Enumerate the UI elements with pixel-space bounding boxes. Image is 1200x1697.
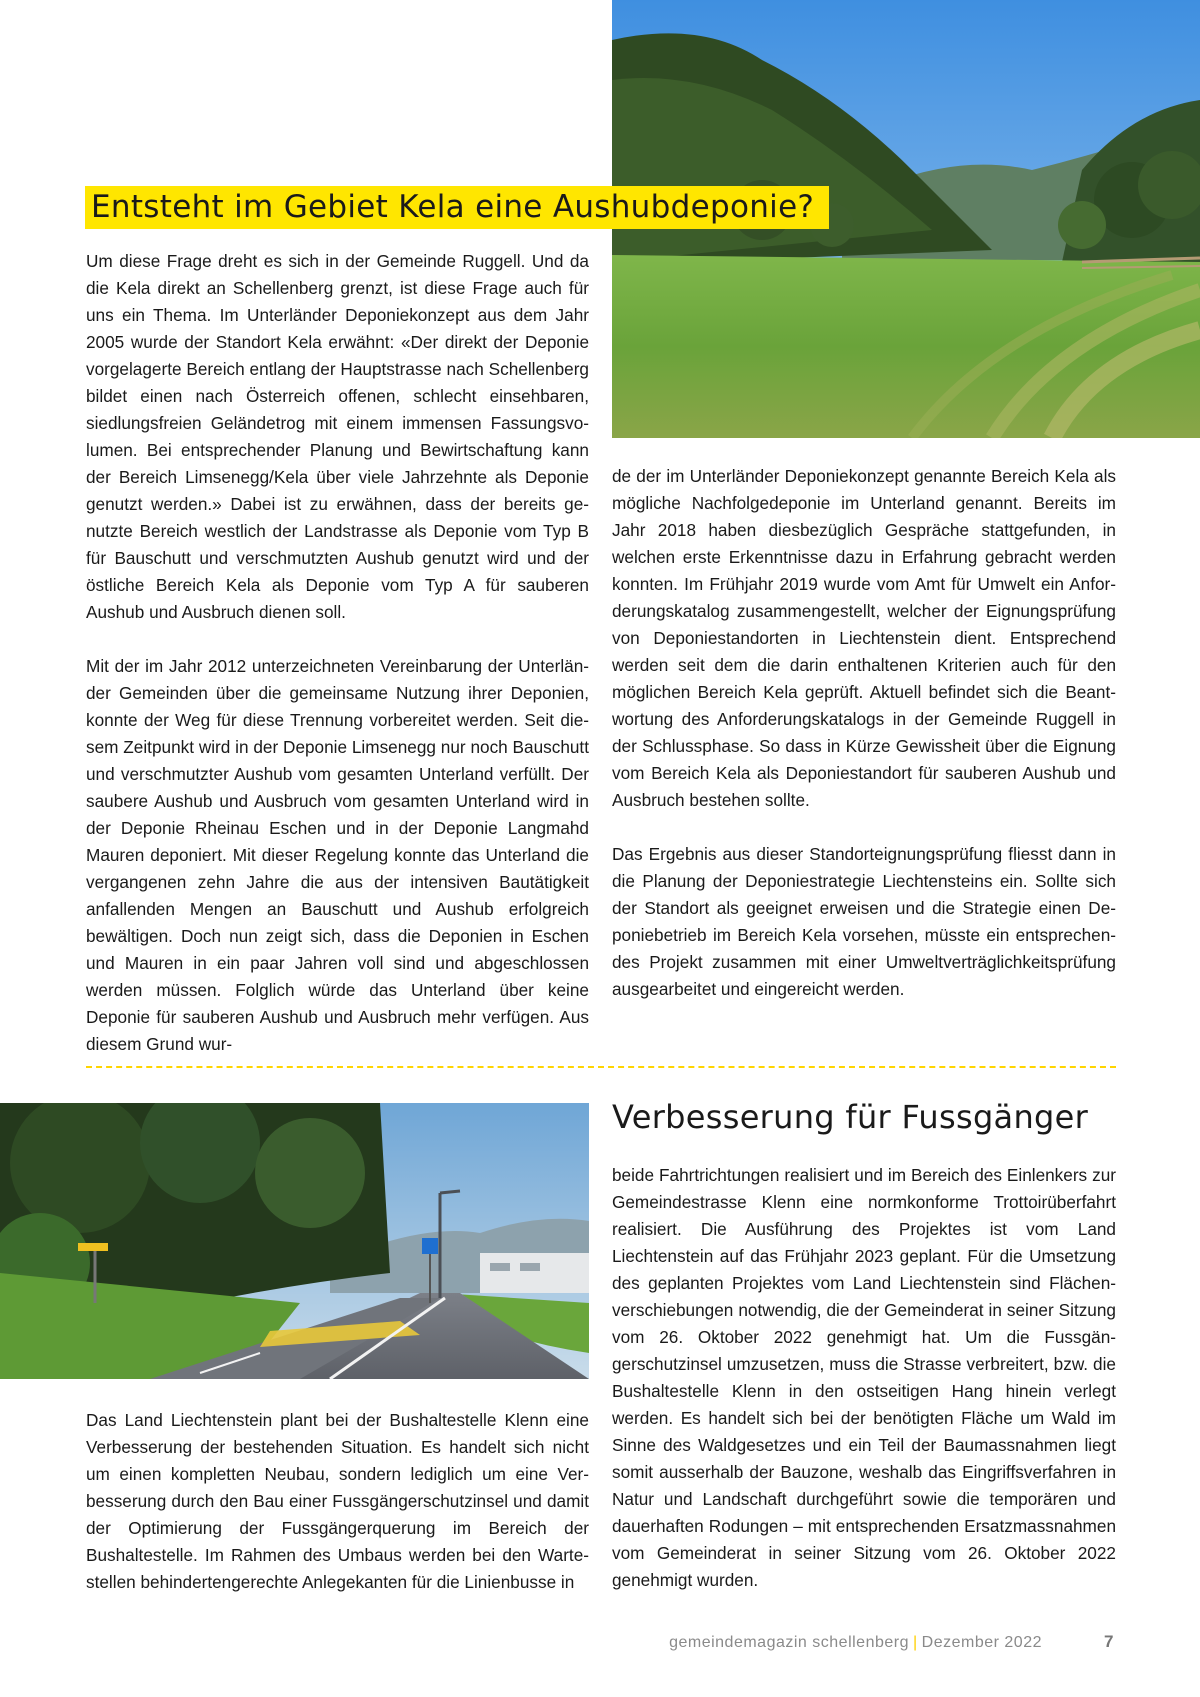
article-fussgaenger-column-left [86, 1407, 589, 1596]
paragraph: de der im Unterländer Deponiekonzept genannte Bereich Kela als mögliche Nachfolgedeponie im Unterland genannt. Bereits im Jahr 2018 haben diesbezüglich Gespräche stattgefunden, in welchen erste Erkenntnisse dazu in Erfahrung gebracht werden konnten. Im Frühjahr 2019 wurde vom Amt für Umwelt ein Anforderungskatalog zusammengestellt, welcher der Eignungsprüfung von Deponiestandorten in Liechtenstein dient. Entsprechend werden seit dem die darin enthaltenen Kriterien auch für den möglichen Bereich Kela geprüft. Aktuell befindet sich die Beantwortung des Anforderungskatalogs in der Gemeinde Ruggell in der Schlussphase. So dass in Kürze Gewissheit über die Eignung vom Bereich Kela als Deponiestandort für sauberen Aushub und Ausbruch bestehen sollte. [612, 466, 1116, 810]
issue-date: Dezember 2022 [921, 1634, 1042, 1651]
klenn-bus-stop-photo [0, 1103, 589, 1379]
footer-separator: | [913, 1634, 918, 1651]
magazine-name: gemeindemagazin schellenberg [669, 1634, 909, 1651]
paragraph: Das Ergebnis aus dieser Standorteignungsprüfung fliesst dann in die Planung der Deponiestrategie Liechtensteins ein. Sollte sich der Standort als geeignet erweisen und die Strategie einen Deponiebetrieb im Bereich Kela vorsehen, müsste ein entsprechendes Projekt zusammen mit einer Umweltverträglichkeitsprüfung ausgearbeitet und eingereicht werden. [612, 844, 1116, 999]
article-kela-title: Entsteht im Gebiet Kela eine Aushubdeponie? [85, 186, 829, 229]
page-number: 7 [1104, 1632, 1114, 1651]
article-kela-column-2 [612, 463, 1116, 1003]
paragraph: Mit der im Jahr 2012 unterzeichneten Vereinbarung der Unterländer Gemeinden über die gemeinsame Nutzung ihrer Deponien, konnte der Weg für diese Trennung vorbereitet werden. Seit diesem Zeitpunkt wird in der Deponie Limsenegg nur noch Bauschutt und verschmutzter Aushub vom gesamten Unterland verfüllt. Der saubere Aushub und Ausbruch vom gesamten Unterland wird in der Deponie Rheinau Eschen und in der Deponie Langmahd Mauren deponiert. Mit dieser Regelung konnte das Unterland die vergangenen zehn Jahre die aus der intensiven Bautätigkeit anfallenden Mengen an Bauschutt und Aushub erfolgreich bewältigen. Doch nun zeigt sich, dass die Deponien in Eschen und Mauren in ein paar Jahren voll sind und abgeschlossen werden müssen. Folglich würde das Unterland über keine Deponie für sauberen Aushub und Ausbruch mehr verfügen. Aus diesem Grund wur- [86, 656, 589, 1054]
article-fussgaenger-column-right [612, 1162, 1116, 1594]
paragraph: beide Fahrtrichtungen realisiert und im Bereich des Einlenkers zur Gemeindestrasse Klenn eine normkonforme Trottoirüberfahrt realisiert. Die Ausführung des Projektes ist vom Land Liechtenstein auf das Frühjahr 2023 geplant. Für die Umsetzung des geplanten Projektes vom Land Liechtenstein sind Flächenverschiebungen notwendig, die der Gemeinderat in seiner Sitzung vom 26. Oktober 2022 genehmigt hat. Um die Fussgängerschutzinsel umzusetzen, muss die Strasse verbreitert, bzw. die Bushaltestelle Klenn in den ostseitigen Hang hinein verlegt werden. Es handelt sich bei der benötigten Fläche um Wald im Sinne des Waldgesetzes und ein Teil der Baumassnahmen liegt somit ausserhalb der Bauzone, weshalb das Eingriffsverfahren in Natur und Landschaft durchgeführt sowie die temporären und dauerhaften Rodungen – mit entsprechenden Ersatzmassnahmen vom Gemeinderat in seiner Sitzung vom 26. Oktober 2022 genehmigt wurden. [612, 1165, 1116, 1590]
footer-magazine-info [669, 1634, 1042, 1652]
paragraph: Das Land Liechtenstein plant bei der Bushaltestelle Klenn eine Verbesserung der bestehenden Situation. Es handelt sich nicht um einen kompletten Neubau, sondern lediglich um eine Verbesserung durch den Bau einer Fussgängerschutzinsel und damit der Optimierung der Fussgängerquerung im Bereich der Bushaltestelle. Im Rahmen des Umbaus werden bei den Wartestellen behindertengerechte Anlegekanten für die Linienbusse in [86, 1410, 589, 1592]
paragraph: Um diese Frage dreht es sich in der Gemeinde Ruggell. Und da die Kela direkt an Schellenberg grenzt, ist diese Frage auch für uns ein Thema. Im Unterländer Deponiekonzept aus dem Jahr 2005 wurde der Standort Kela erwähnt: «Der direkt der Deponie vorgelagerte Bereich entlang der Hauptstrasse nach Schellenberg bildet einen nach Österreich offenen, schlecht einsehbaren, siedlungsfreien Geländetrog mit einem immensen Fassungsvolumen. Bei entsprechender Planung und Bewirtschaftung kann der Bereich Limsenegg/Kela über viele Jahrzehnte als Deponie genutzt werden.» Dabei ist zu erwähnen, dass der bereits genutzte Bereich westlich der Landstrasse als Deponie vom Typ B für Bauschutt und verschmutzten Aushub genutzt wird und der östliche Bereich Kela als Deponie vom Typ A für sauberen Aushub und Ausbruch dienen soll. [86, 251, 589, 622]
article-fussgaenger-title: Verbesserung für Fussgänger [612, 1098, 1089, 1136]
article-divider [86, 1066, 1116, 1068]
article-kela-column-1 [86, 248, 589, 1058]
